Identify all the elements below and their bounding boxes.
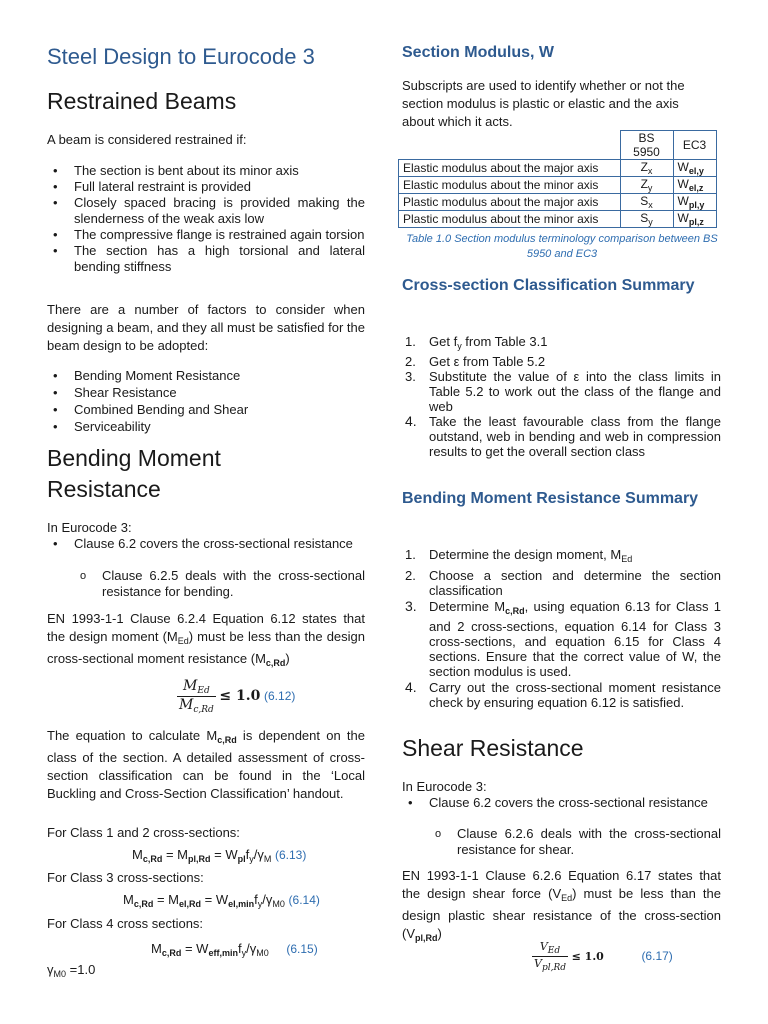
equation-6-12: $\frac{M_{Ed}}{M_{c,Rd}}$ ≤ 1.0 (6.12)	[179, 678, 296, 715]
list-item: 4. Carry out the cross-sectional moment resistance check by ensuring equation 6.12 is satisfied.	[405, 679, 721, 710]
table-row: Plastic modulus about the major axis $S_x$ $W_{pl,y}$	[399, 194, 717, 211]
heading-restrained-beams: Restrained Beams	[47, 88, 237, 114]
table-row: Elastic modulus about the major axis $Z_x$ $W_{el,y}$	[399, 160, 717, 177]
equation-6-15: $M_{c,Rd} = W_{eff,min}f_y/\gamma_{M0}$ (6.15)	[151, 941, 318, 958]
factors-paragraph: There are a number of factors to consider when designing a beam, and they all must be satisfied for the beam design to be adopted:	[47, 302, 365, 353]
table-header-bs5950: BS 5950	[620, 131, 673, 160]
list-item: • Closely spaced bracing is provided making the slenderness of the weak axis low	[47, 195, 365, 227]
restrained-conditions-list	[47, 163, 365, 275]
class4-label: For Class 4 cross sections:	[47, 916, 204, 931]
gamma-m0-value: $\gamma_{M0} =1.0$	[47, 962, 96, 979]
equation-number: (6.13)	[274, 848, 307, 862]
classification-steps-list	[402, 334, 721, 459]
design-moment-paragraph: EN 1993-1-1 Clause 6.2.4 Equation 6.12 states that the design moment $(M_{Ed})$ must be less than the design cross-sectional moment resistance $(M_{c,Rd})$	[47, 611, 365, 668]
class-dependence-paragraph: The equation to calculate $M_{c,Rd}$ is dependent on the class of the section. A detailed assessment of cross-section classification can be found in the ‘Local Buckling and Cross-Section Classification’ handout.	[47, 728, 365, 801]
list-item: 1. Determine the design moment, $M_{Ed}$	[405, 547, 633, 564]
factors-list	[47, 367, 365, 435]
bending-subclause: o Clause 6.2.5 deals with the cross-sectional resistance for bending.	[47, 568, 365, 600]
document-title: Steel Design to Eurocode 3	[47, 44, 315, 69]
table-row: Elastic modulus about the minor axis $Z_y$ $W_{el,z}$	[399, 177, 717, 194]
equation-number: (6.17)	[641, 948, 673, 963]
table-header-ec3: EC3	[673, 131, 716, 160]
list-item: • The compressive flange is restrained again torsion	[47, 227, 365, 243]
in-eurocode-label: In Eurocode 3:	[47, 520, 132, 535]
class12-label: For Class 1 and 2 cross-sections:	[47, 825, 240, 840]
design-shear-paragraph: EN 1993-1-1 Clause 6.2.6 Equation 6.17 states that the design shear force $(V_{Ed})$ must be less than the design plastic shear resistance of the cross-section $(V_{pl,Rd})$	[402, 868, 721, 943]
list-item: 3. Substitute the value of ε into the class limits in Table 5.2 to work out the class of the flange and web	[405, 369, 721, 414]
list-item: • Full lateral restraint is provided	[47, 179, 365, 195]
heading-shear-resistance: Shear Resistance	[402, 735, 584, 761]
list-item: 2. Get ε from Table 5.2	[405, 354, 546, 369]
table-caption: Table 1.0 Section modulus terminology comparison between BS 5950 and EC3	[406, 233, 718, 260]
heading-bmr-summary: Bending Moment Resistance Summary	[402, 490, 699, 507]
shear-clause-list	[402, 795, 721, 811]
section-modulus-paragraph: Subscripts are used to identify whether or not the section modulus is plastic or elastic and the axis about which it acts.	[402, 78, 685, 129]
equation-number: (6.14)	[288, 893, 320, 907]
list-item: 4. Take the least favourable class from the flange outstand, web in bending and web in compression results to get the overall section class	[405, 413, 721, 459]
in-eurocode-label: In Eurocode 3:	[402, 779, 487, 794]
list-item: • The section has a high torsional and lateral bending stiffness	[47, 243, 365, 275]
heading-cross-section-classification: Cross-section Classification Summary	[402, 277, 695, 294]
bending-clause-list	[47, 536, 365, 552]
shear-subclause: o Clause 6.2.6 deals with the cross-sectional resistance for shear.	[402, 826, 721, 858]
list-item: • Clause 6.2 covers the cross-sectional resistance	[402, 795, 721, 811]
equation-number: (6.15)	[286, 942, 318, 956]
list-item: 3. Determine $M_{c,Rd}$, using equation 6.13 for Class 1 and 2 cross-sections, equation 6.14 for Class 3 cross-sections, and equation 6.15 for Class 4 sections. Ensure that the correct value of W, the section modulus is used.	[405, 598, 721, 679]
list-item: • Bending Moment Resistance	[47, 367, 365, 384]
list-item: • Shear Resistance	[47, 384, 365, 401]
heading-section-modulus: Section Modulus, W	[402, 44, 554, 61]
list-item: 1. Get $f_y$ from Table 3.1	[405, 334, 548, 351]
right-column	[402, 0, 721, 973]
table-row: Plastic modulus about the minor axis $S_y$ $W_{pl,z}$	[399, 211, 717, 228]
class3-label: For Class 3 cross-sections:	[47, 870, 204, 885]
restrained-intro: A beam is considered restrained if:	[47, 132, 247, 147]
list-item: • Combined Bending and Shear	[47, 401, 365, 418]
equation-6-17: $\frac{V_{Ed}}{V_{pl,Rd}}$ ≤ 1.0 (6.17)	[534, 940, 673, 973]
bmr-steps-list	[402, 547, 721, 710]
section-modulus-table	[398, 130, 717, 228]
list-item: 2. Choose a section and determine the section classification	[405, 568, 721, 598]
equation-6-14: $M_{c,Rd} = M_{el,Rd} = W_{el,min}f_y/\gamma_{M0}$ (6.14)	[123, 892, 320, 909]
equation-number: (6.12)	[264, 688, 296, 703]
heading-bending-moment-resistance: Bending Moment Resistance	[47, 445, 221, 502]
equation-6-13: $M_{c,Rd} = M_{pl,Rd} = W_{pl}f_y/\gamma_M$ (6.13)	[132, 847, 307, 864]
list-item: • The section is bent about its minor axis	[47, 163, 365, 179]
list-item: • Serviceability	[47, 418, 365, 435]
list-item: • Clause 6.2 covers the cross-sectional resistance	[47, 536, 365, 552]
